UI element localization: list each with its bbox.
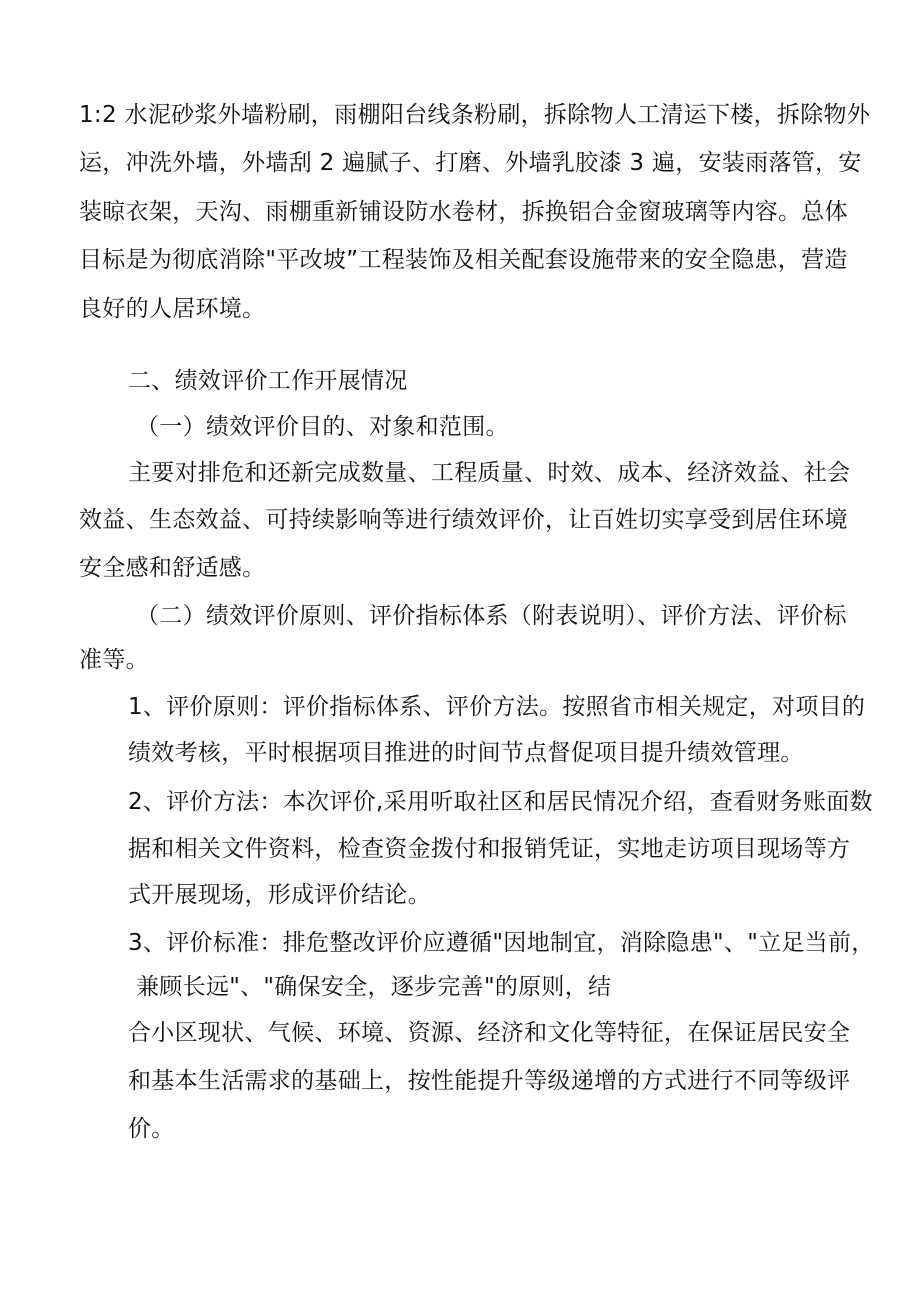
item-one-line-1: 1、评价原则：评价指标体系、评价方法。按照省市相关规定，对项目的	[128, 694, 866, 720]
subsection-two-heading-line-1: （二）绩效评价原则、评价指标体系（附表说明）、评价方法、评价标	[136, 603, 847, 629]
intro-line-5: 良好的人居环境。	[79, 296, 266, 322]
item-two-line-3: 式开展现场，形成评价结论。	[128, 882, 431, 908]
intro-line-4: 目标是为彻底消除"平改坡”工程装饰及相关配套设施带来的安全隐患，营造	[79, 247, 848, 273]
item-one-line-2: 绩效考核，平时根据项目推进的时间节点督促项目提升绩效管理。	[128, 740, 804, 766]
subsection-one-heading: （一）绩效评价目的、对象和范围。	[136, 414, 509, 440]
item-two-line-1: 2、评价方法：本次评价,采用听取社区和居民情况介绍，查看财务账面数	[128, 789, 873, 815]
item-two-line-2: 据和相关文件资料，检查资金拨付和报销凭证，实地走访项目现场等方	[128, 836, 851, 862]
intro-line-1: 1:2 水泥砂浆外墙粉刷，雨棚阳台线条粉刷，拆除物人工清运下楼，拆除物外	[79, 102, 871, 128]
subsection-one-line-2: 效益、生态效益、可持续影响等进行绩效评价，让百姓切实享受到居住环境	[79, 507, 848, 533]
subsection-two-heading-line-2: 准等。	[79, 647, 149, 673]
item-three-line-1: 3、评价标准：排危整改评价应遵循"因地制宜，消除隐患"、"立足当前，	[128, 930, 875, 956]
item-three-line-4: 和基本生活需求的基础上，按性能提升等级递增的方式进行不同等级评	[128, 1068, 851, 1094]
intro-line-3: 装晾衣架，天沟、雨棚重新铺设防水卷材，拆换铝合金窗玻璃等内容。总体	[79, 199, 848, 225]
subsection-one-line-1: 主要对排危和还新完成数量、工程质量、时效、成本、经济效益、社会	[128, 460, 851, 486]
item-three-line-5: 价。	[128, 1116, 175, 1142]
subsection-one-line-3: 安全感和舒适感。	[79, 555, 266, 581]
intro-line-2: 运，冲洗外墙，外墙刮 2 遍腻子、打磨、外墙乳胶漆 3 遍，安装雨落管，安	[79, 150, 862, 176]
section-two-heading: 二、绩效评价工作开展情况	[128, 368, 408, 394]
item-three-line-3: 合小区现状、气候、环境、资源、经济和文化等特征，在保证居民安全	[128, 1020, 851, 1046]
item-three-line-2: 兼顾长远"、"确保安全，逐步完善"的原则，结	[136, 974, 612, 1000]
